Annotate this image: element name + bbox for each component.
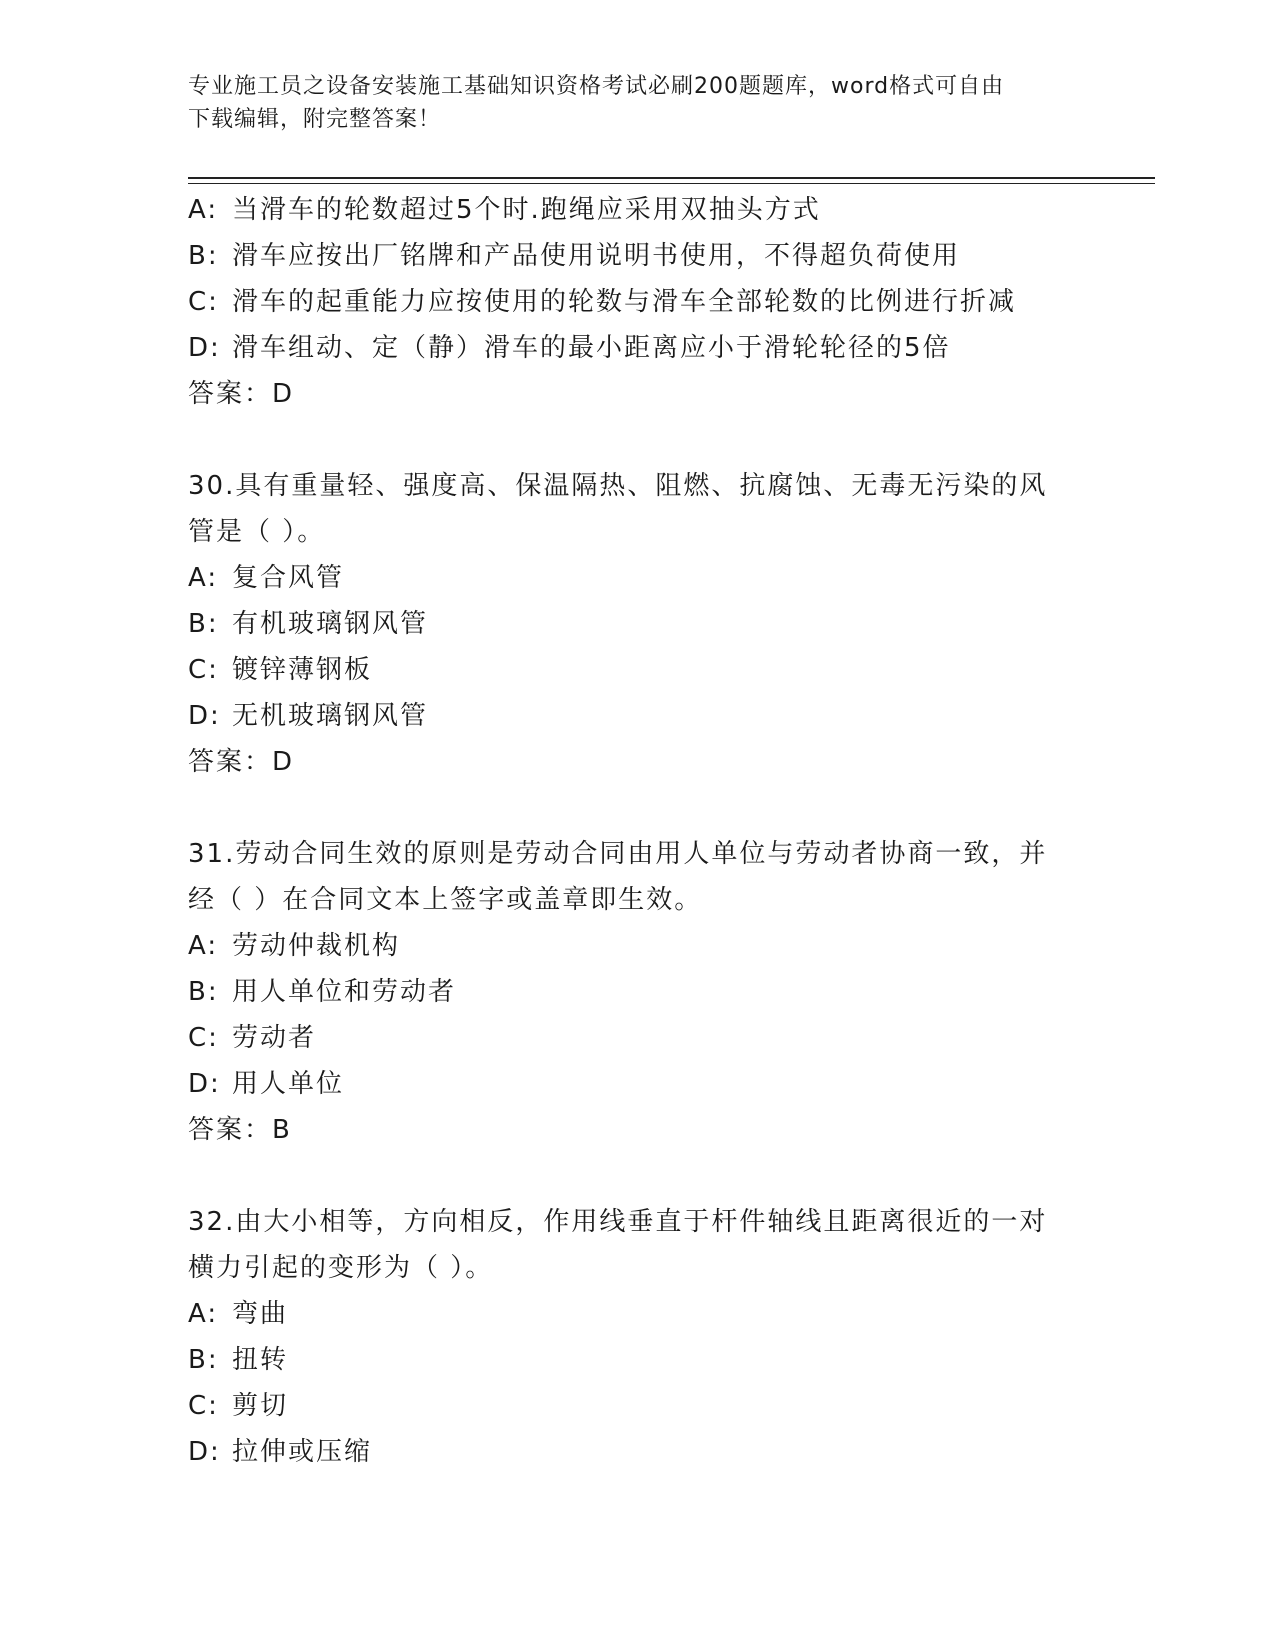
option-key: A: bbox=[188, 563, 219, 593]
option-a bbox=[188, 555, 1088, 601]
option-d bbox=[188, 693, 1088, 739]
answer-value: D bbox=[272, 747, 295, 777]
answer-line bbox=[188, 739, 1088, 785]
option-d bbox=[188, 1061, 1088, 1107]
answer-line bbox=[188, 371, 1088, 417]
header-divider-thin bbox=[188, 183, 1155, 184]
option-text: 拉伸或压缩 bbox=[232, 1437, 373, 1467]
option-key: B: bbox=[188, 977, 219, 1007]
option-key: D: bbox=[188, 1437, 221, 1467]
option-key: A: bbox=[188, 1299, 219, 1329]
option-a bbox=[188, 1291, 1088, 1337]
spacer bbox=[188, 785, 1088, 831]
option-text: 用人单位和劳动者 bbox=[232, 977, 457, 1007]
option-text: 用人单位 bbox=[232, 1069, 345, 1099]
question-31 bbox=[188, 831, 1088, 1153]
option-text: 复合风管 bbox=[232, 563, 345, 593]
answer-label: 答案： bbox=[188, 747, 273, 777]
option-key: B: bbox=[188, 609, 219, 639]
question-stem-line-2: 经（ ）在合同文本上签字或盖章即生效。 bbox=[188, 885, 703, 915]
option-key: A: bbox=[188, 195, 219, 225]
option-key: C: bbox=[188, 655, 219, 685]
option-key: D: bbox=[188, 333, 221, 363]
option-text: 劳动仲裁机构 bbox=[232, 931, 401, 961]
spacer bbox=[188, 417, 1088, 463]
option-a bbox=[188, 923, 1088, 969]
answer-value: D bbox=[272, 379, 295, 409]
question-30 bbox=[188, 463, 1088, 785]
option-key: B: bbox=[188, 1345, 219, 1375]
option-text: 镀锌薄钢板 bbox=[232, 655, 373, 685]
option-key: C: bbox=[188, 1023, 219, 1053]
option-key: C: bbox=[188, 1391, 219, 1421]
option-key: C: bbox=[188, 287, 219, 317]
option-text: 有机玻璃钢风管 bbox=[232, 609, 429, 639]
option-c bbox=[188, 647, 1088, 693]
option-a bbox=[188, 187, 1088, 233]
header-divider-thick bbox=[188, 177, 1155, 179]
answer-line bbox=[188, 1107, 1088, 1153]
question-stem-line-1: 31.劳动合同生效的原则是劳动合同由用人单位与劳动者协商一致，并 bbox=[188, 839, 1048, 869]
option-c bbox=[188, 1015, 1088, 1061]
answer-value: B bbox=[272, 1115, 292, 1145]
option-text: 无机玻璃钢风管 bbox=[232, 701, 429, 731]
option-text: 当滑车的轮数超过5个时.跑绳应采用双抽头方式 bbox=[232, 195, 821, 225]
option-b bbox=[188, 601, 1088, 647]
question-29 bbox=[188, 187, 1088, 417]
question-stem-line-1: 32.由大小相等，方向相反，作用线垂直于杆件轴线且距离很近的一对 bbox=[188, 1207, 1048, 1237]
option-text: 剪切 bbox=[232, 1391, 289, 1421]
answer-label: 答案： bbox=[188, 379, 273, 409]
option-text: 弯曲 bbox=[232, 1299, 289, 1329]
option-key: D: bbox=[188, 701, 221, 731]
question-list bbox=[188, 187, 1088, 1475]
option-b bbox=[188, 233, 1088, 279]
document-header bbox=[188, 70, 1068, 136]
header-line-1: 专业施工员之设备安装施工基础知识资格考试必刷200题题库，word格式可自由 bbox=[188, 74, 1005, 99]
option-text: 劳动者 bbox=[232, 1023, 317, 1053]
option-b bbox=[188, 969, 1088, 1015]
option-d bbox=[188, 1429, 1088, 1475]
option-text: 滑车的起重能力应按使用的轮数与滑车全部轮数的比例进行折减 bbox=[232, 287, 1017, 317]
question-32 bbox=[188, 1199, 1088, 1475]
option-text: 滑车应按出厂铭牌和产品使用说明书使用，不得超负荷使用 bbox=[232, 241, 961, 271]
option-key: D: bbox=[188, 1069, 221, 1099]
option-d bbox=[188, 325, 1088, 371]
option-b bbox=[188, 1337, 1088, 1383]
question-stem-line-2: 横力引起的变形为（ ）。 bbox=[188, 1253, 494, 1283]
spacer bbox=[188, 1153, 1088, 1199]
option-text: 扭转 bbox=[232, 1345, 289, 1375]
question-stem-line-2: 管是（ ）。 bbox=[188, 517, 326, 547]
header-line-2: 下载编辑，附完整答案！ bbox=[188, 107, 442, 132]
option-text: 滑车组动、定（静）滑车的最小距离应小于滑轮轮径的5倍 bbox=[232, 333, 951, 363]
option-key: A: bbox=[188, 931, 219, 961]
question-stem-line-1: 30.具有重量轻、强度高、保温隔热、阻燃、抗腐蚀、无毒无污染的风 bbox=[188, 471, 1048, 501]
answer-label: 答案： bbox=[188, 1115, 273, 1145]
option-c bbox=[188, 1383, 1088, 1429]
option-key: B: bbox=[188, 241, 219, 271]
option-c bbox=[188, 279, 1088, 325]
